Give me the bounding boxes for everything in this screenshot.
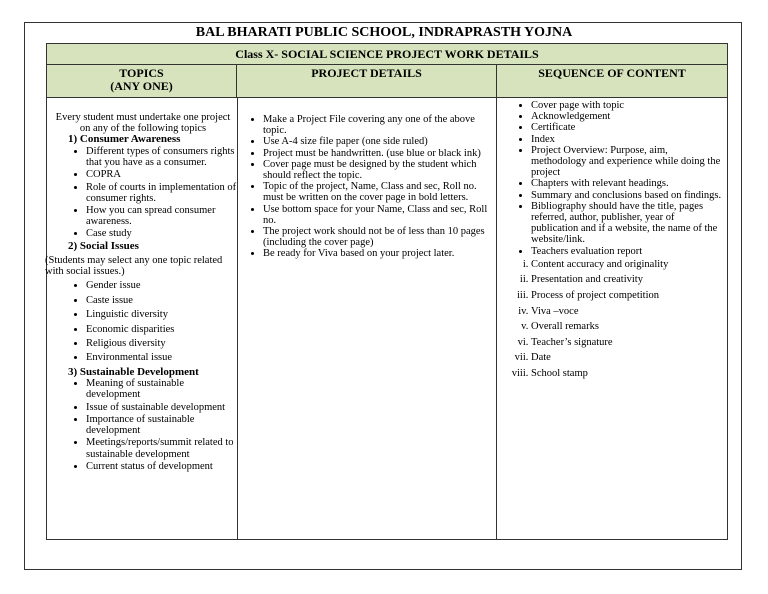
list-item: vii. Date [531, 352, 723, 363]
list-item: • Environmental issue [86, 352, 237, 363]
evaluation-list [531, 259, 723, 379]
list-item: • Summary and conclusions based on findings. [531, 190, 723, 201]
list-item: • Teachers evaluation report [531, 246, 723, 257]
list-item: • Economic disparities [86, 324, 237, 335]
section-heading: 2) Social Issues [68, 239, 139, 252]
list-item: • Certificate [531, 122, 723, 133]
section-note: (Students may select any one topic related with social issues.) [45, 255, 223, 278]
list-item: • Bibliography should have the title, pages referred, author, publisher, year of publication and if a website, the name of the website/link. [531, 201, 723, 246]
list-item: • COPRA [86, 169, 237, 180]
list-item: • How you can spread consumer awareness. [86, 205, 237, 227]
list-item: ii. Presentation and creativity [531, 274, 723, 285]
list-item: • Index [531, 134, 723, 145]
list-item: • Meaning of sustainable development [86, 378, 237, 400]
list-item: • Different types of consumers rights that you have as a consumer. [86, 146, 237, 168]
list-item: • Project Overview: Purpose, aim, methodology and experience while doing the project [531, 145, 723, 179]
topic-list [47, 280, 237, 363]
list-item: • Linguistic diversity [86, 309, 237, 320]
header-project-details: PROJECT DETAILS [237, 65, 497, 98]
list-item: • Current status of development [86, 461, 237, 472]
list-item: viii. School stamp [531, 368, 723, 379]
topic-list [47, 146, 237, 240]
topics-intro: Every student must undertake one project on any of the following topics [55, 112, 231, 135]
list-item: • Acknowledgement [531, 111, 723, 122]
list-item: • Meetings/reports/summit related to sustainable development [86, 437, 237, 459]
list-item: • Use bottom space for your Name, Class and sec, Roll no. [263, 204, 489, 226]
header-topics-label: TOPICS [119, 66, 164, 80]
list-item: • Role of courts in implementation of consumer rights. [86, 182, 237, 204]
project-table [46, 43, 728, 540]
list-item: i. Content accuracy and originality [531, 259, 723, 270]
header-topics [47, 65, 237, 98]
list-item: iv. Viva –voce [531, 306, 723, 317]
list-item: • Cover page with topic [531, 100, 723, 111]
list-item: • Issue of sustainable development [86, 402, 237, 413]
list-item: • The project work should not be of less than 10 pages (including the cover page) [263, 226, 489, 248]
topic-list [47, 378, 237, 472]
project-details-list [263, 114, 489, 260]
list-item: vi. Teacher’s signature [531, 337, 723, 348]
list-item: • Use A-4 size file paper (one side ruled) [263, 136, 489, 147]
header-sequence: SEQUENCE OF CONTENT [497, 65, 727, 98]
project-details-cell [237, 98, 497, 260]
list-item: iii. Process of project competition [531, 290, 723, 301]
list-item: • Case study [86, 228, 237, 239]
list-item: • Chapters with relevant headings. [531, 178, 723, 189]
list-item: • Importance of sustainable development [86, 414, 237, 436]
list-item: • Gender issue [86, 280, 237, 291]
section-heading: 1) Consumer Awareness [68, 133, 181, 146]
sequence-cell [497, 98, 727, 384]
topics-cell [47, 98, 237, 473]
list-item: v. Overall remarks [531, 321, 723, 332]
list-item: • Project must be handwritten. (use blue or black ink) [263, 148, 489, 159]
list-item: • Make a Project File covering any one of the above topic. [263, 114, 489, 136]
list-item: • Topic of the project, Name, Class and sec, Roll no. must be written on the cover page in bold letters. [263, 181, 489, 203]
sequence-list [531, 100, 723, 257]
section-heading: 3) Sustainable Development [68, 365, 199, 378]
school-title: BAL BHARATI PUBLIC SCHOOL, INDRAPRASTH YOJNA [195, 25, 573, 40]
class-title: Class X- SOCIAL SCIENCE PROJECT WORK DETAILS [47, 44, 727, 65]
list-item: • Be ready for Viva based on your project later. [263, 248, 489, 259]
list-item: • Cover page must be designed by the student which should reflect the topic. [263, 159, 489, 181]
list-item: • Caste issue [86, 295, 237, 306]
list-item: • Religious diversity [86, 338, 237, 349]
header-topics-sub: (ANY ONE) [110, 79, 173, 93]
